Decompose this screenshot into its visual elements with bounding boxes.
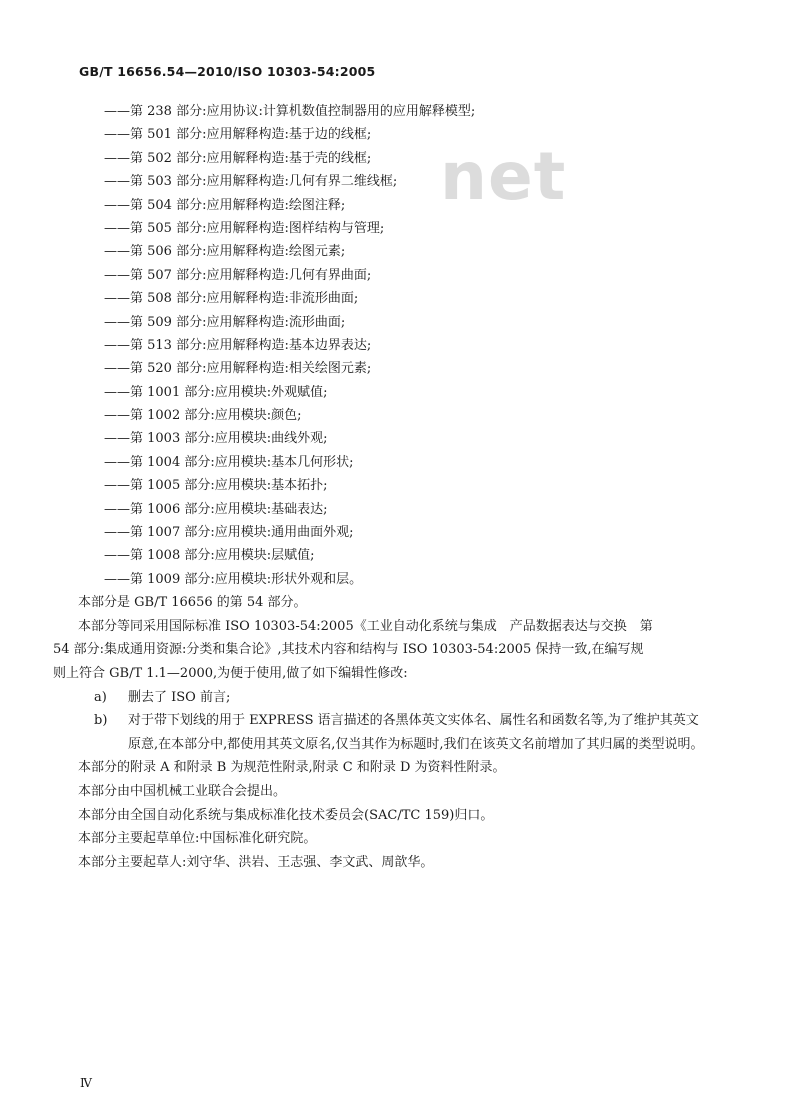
paragraph-text: 本部分是 GB/T 16656 的第 54 部分。 [78, 595, 307, 611]
page-content [53, 100, 734, 874]
list-item: ——第 508 部分:应用解释构造:非流形曲面; [104, 291, 359, 307]
paragraph-adoption [53, 615, 734, 686]
list-marker: b) [94, 713, 108, 729]
list-marker: a) [94, 689, 107, 705]
list-item: ——第 1007 部分:应用模块:通用曲面外观; [104, 525, 354, 541]
paragraph-annexes [78, 756, 734, 780]
paragraph-committee [78, 804, 734, 828]
edit-list [94, 686, 734, 757]
paragraph-text: 本部分的附录 A 和附录 B 为规范性附录,附录 C 和附录 D 为资料性附录。 [78, 760, 506, 776]
paragraph-part-number [78, 591, 734, 615]
paragraph-line: 则上符合 GB/T 1.1—2000,为便于使用,做了如下编辑性修改: [53, 665, 408, 681]
list-item: ——第 1002 部分:应用模块:颜色; [104, 408, 302, 424]
list-item: ——第 507 部分:应用解释构造:几何有界曲面; [104, 267, 372, 283]
list-item: ——第 505 部分:应用解释构造:图样结构与管理; [104, 220, 385, 236]
list-item [94, 709, 734, 756]
list-item: ——第 1004 部分:应用模块:基本几何形状; [104, 454, 354, 470]
list-item: ——第 1009 部分:应用模块:形状外观和层。 [104, 571, 363, 587]
list-item: ——第 1003 部分:应用模块:曲线外观; [104, 431, 328, 447]
list-item: ——第 1001 部分:应用模块:外观赋值; [104, 384, 328, 400]
paragraph-text: 本部分由全国自动化系统与集成标准化技术委员会(SAC/TC 159)归口。 [78, 807, 494, 823]
paragraph-line: 本部分等同采用国际标准 ISO 10303-54:2005《工业自动化系统与集成 产品数据表达与交换 第 [78, 618, 653, 634]
list-item: ——第 509 部分:应用解释构造:流形曲面; [104, 314, 346, 330]
paragraph-line: 54 部分:集成通用资源:分类和集合论》,其技术内容和结构与 ISO 10303-54:2005 保持一致,在编写规 [53, 642, 644, 658]
list-item: ——第 1008 部分:应用模块:层赋值; [104, 548, 315, 564]
paragraph-text: 本部分主要起草单位:中国标准化研究院。 [78, 831, 317, 847]
list-item [94, 686, 734, 710]
paragraph-text: 本部分主要起草人:刘守华、洪岩、王志强、李文武、周歆华。 [78, 854, 434, 870]
list-item: ——第 501 部分:应用解释构造:基于边的线框; [104, 127, 372, 143]
list-item-text: 删去了 ISO 前言; [128, 689, 231, 705]
paragraph-drafting-unit [78, 827, 734, 851]
list-item: ——第 238 部分:应用协议:计算机数值控制器用的应用解释模型; [104, 104, 476, 119]
list-item: ——第 503 部分:应用解释构造:几何有界二维线框; [104, 174, 398, 190]
list-item: ——第 1006 部分:应用模块:基础表达; [104, 501, 328, 517]
watermark: net [440, 138, 567, 215]
page-number: Ⅳ [80, 1076, 92, 1090]
list-item: ——第 506 部分:应用解释构造:绘图元素; [104, 244, 346, 260]
list-item: ——第 502 部分:应用解释构造:基于壳的线框; [104, 150, 372, 166]
paragraph-proposer [78, 780, 734, 804]
list-item: ——第 520 部分:应用解释构造:相关绘图元素; [104, 361, 372, 377]
list-item: ——第 1005 部分:应用模块:基本拓扑; [104, 478, 328, 494]
parts-list [104, 100, 734, 591]
paragraph-text: 本部分由中国机械工业联合会提出。 [78, 783, 287, 799]
list-item: ——第 504 部分:应用解释构造:绘图注释; [104, 197, 346, 213]
list-item: ——第 513 部分:应用解释构造:基本边界表达; [104, 337, 372, 353]
document-code-header: GB/T 16656.54—2010/ISO 10303-54:2005 [79, 64, 376, 79]
list-item-text: 对于带下划线的用于 EXPRESS 语言描述的各黑体英文实体名、属性名和函数名等,为了维护其英文原意,在本部分中,都使用其英文原名,仅当其作为标题时,我们在该英文名前增加了其归属的类型说明。 [128, 713, 704, 752]
paragraph-drafters [78, 851, 734, 875]
